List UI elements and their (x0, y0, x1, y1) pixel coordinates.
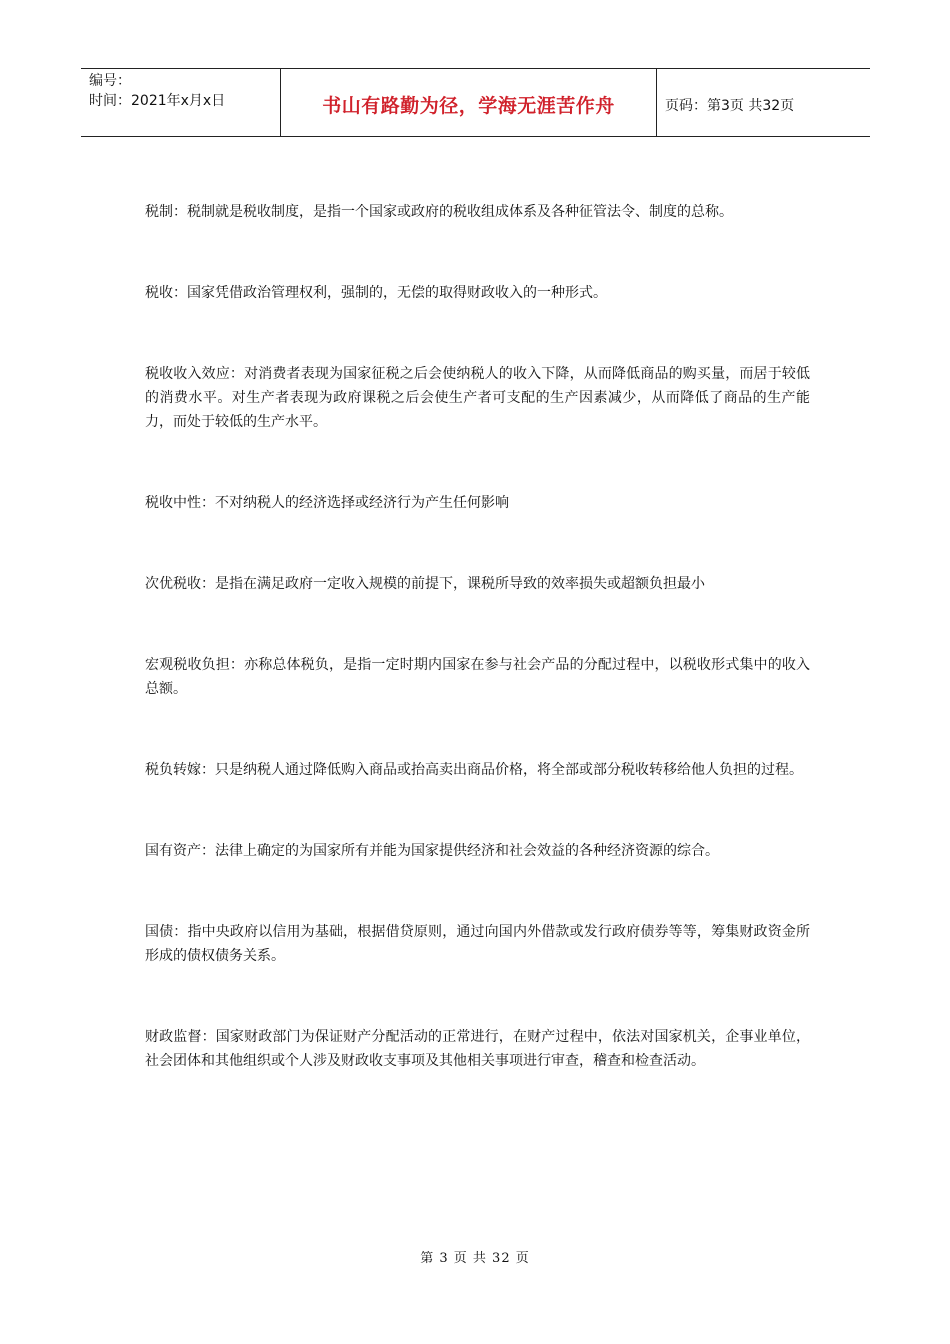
definition-paragraph: 国债：指中央政府以信用为基础，根据借贷原则，通过向国内外借款或发行政府债券等等，筹集财政资金所形成的债权债务关系。 (145, 924, 810, 964)
document-number-label: 编号： (89, 73, 131, 89)
header-meta (81, 69, 281, 136)
definition-paragraph: 税收中性：不对纳税人的经济选择或经济行为产生任何影响 (145, 495, 509, 511)
document-body (145, 200, 810, 1130)
definition-paragraph: 财政监督：国家财政部门为保证财产分配活动的正常进行，在财产过程中，依法对国家机关，企事业单位，社会团体和其他组织或个人涉及财政收支事项及其他相关事项进行审查，稽查和检查活动。 (145, 1029, 810, 1069)
page-header (81, 68, 870, 137)
header-page-info: 页码：第3页 共32页 (665, 98, 795, 114)
document-time: 时间：2021年x月x日 (89, 93, 226, 109)
definition-paragraph: 宏观税收负担：亦称总体税负，是指一定时期内国家在参与社会产品的分配过程中，以税收形式集中的收入总额。 (145, 657, 810, 697)
header-motto: 书山有路勤为径，学海无涯苦作舟 (281, 69, 657, 136)
definition-paragraph: 次优税收：是指在满足政府一定收入规模的前提下，课税所导致的效率损失或超额负担最小 (145, 576, 705, 592)
page-footer: 第 3 页 共 32 页 (420, 1251, 530, 1266)
definition-paragraph: 税收：国家凭借政治管理权利，强制的，无偿的取得财政收入的一种形式。 (145, 285, 607, 301)
definition-paragraph: 国有资产：法律上确定的为国家所有并能为国家提供经济和社会效益的各种经济资源的综合。 (145, 843, 719, 859)
definition-paragraph: 税制：税制就是税收制度，是指一个国家或政府的税收组成体系及各种征管法令、制度的总称。 (145, 204, 733, 220)
definition-paragraph: 税负转嫁：只是纳税人通过降低购入商品或抬高卖出商品价格，将全部或部分税收转移给他人负担的过程。 (145, 762, 803, 778)
definition-paragraph: 税收收入效应：对消费者表现为国家征税之后会使纳税人的收入下降，从而降低商品的购买量，而居于较低的消费水平。对生产者表现为政府课税之后会使生产者可支配的生产因素减少，从而降低了商品的生产能力，而处于较低的生产水平。 (145, 366, 810, 430)
